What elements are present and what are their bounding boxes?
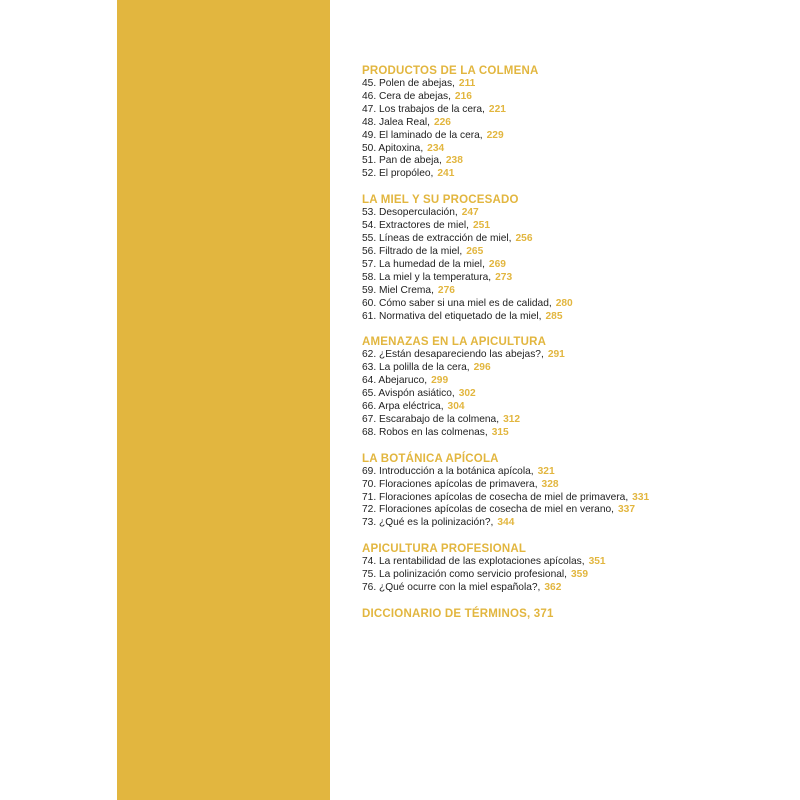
entry-label: 46. Cera de abejas, [362, 90, 451, 102]
toc-entry [362, 246, 682, 259]
entry-page-number: 315 [491, 426, 509, 438]
toc-entry [362, 466, 682, 479]
section-title: LA MIEL Y SU PROCESADO [362, 194, 519, 207]
entry-page-number: 304 [447, 401, 465, 413]
dictionary-page-number: 371 [533, 608, 554, 620]
toc-entry [362, 168, 682, 181]
entry-label: 67. Escarabajo de la colmena, [362, 413, 500, 425]
dictionary-heading [362, 607, 682, 621]
entry-label: 68. Robos en las colmenas, [362, 426, 488, 438]
toc-entry [362, 556, 682, 569]
entry-page-number: 321 [537, 465, 555, 477]
toc-entry [362, 155, 682, 168]
entry-label: 72. Floraciones apícolas de cosecha de miel en verano, [362, 504, 615, 516]
toc-entry [362, 504, 682, 517]
toc-entry [362, 517, 682, 530]
entry-page-number: 229 [486, 129, 504, 141]
entry-page-number: 285 [545, 310, 563, 322]
toc-entry [362, 479, 682, 492]
entry-label: 65. Avispón asiático, [362, 388, 455, 400]
toc-entry [362, 582, 682, 595]
gold-side-band [117, 0, 330, 800]
entry-page-number: 241 [437, 168, 455, 180]
entry-page-number: 299 [431, 375, 449, 387]
entry-label: 71. Floraciones apícolas de cosecha de miel de primavera, [362, 491, 629, 503]
entry-page-number: 256 [515, 233, 533, 245]
table-of-contents [362, 64, 682, 621]
toc-entry [362, 104, 682, 117]
entry-page-number: 280 [555, 297, 573, 309]
entry-label: 56. Filtrado de la miel, [362, 245, 463, 257]
toc-entry [362, 272, 682, 285]
toc-entry [362, 143, 682, 156]
entry-page-number: 351 [588, 556, 606, 568]
toc-entry [362, 401, 682, 414]
entry-label: 45. Polen de abejas, [362, 78, 455, 89]
toc-entry [362, 569, 682, 582]
entry-label: 66. Arpa eléctrica, [362, 401, 444, 413]
toc-entry [362, 78, 682, 91]
entry-label: 64. Abejaruco, [362, 375, 428, 387]
entry-page-number: 226 [433, 116, 451, 128]
entry-label: 70. Floraciones apícolas de primavera, [362, 478, 538, 490]
entry-page-number: 337 [618, 504, 636, 516]
entry-page-number: 211 [458, 78, 476, 89]
entry-label: 73. ¿Qué es la polinización?, [362, 517, 494, 529]
section-title: LA BOTÁNICA APÍCOLA [362, 452, 499, 465]
entry-label: 75. La polinización como servicio profesional, [362, 569, 567, 581]
toc-entry [362, 285, 682, 298]
entry-page-number: 291 [547, 349, 565, 361]
toc-entry [362, 259, 682, 272]
entry-page-number: 269 [488, 258, 506, 270]
entry-label: 76. ¿Qué ocurre con la miel española?, [362, 582, 541, 594]
entry-page-number: 251 [473, 220, 491, 232]
entry-label: 52. El propóleo, [362, 168, 434, 180]
entry-label: 69. Introducción a la botánica apícola, [362, 465, 534, 477]
entry-page-number: 328 [541, 478, 559, 490]
entry-page-number: 362 [544, 582, 562, 594]
entry-page-number: 276 [437, 284, 455, 296]
entry-label: 49. El laminado de la cera, [362, 129, 483, 141]
toc-section [362, 193, 682, 323]
entry-label: 63. La polilla de la cera, [362, 362, 470, 374]
entry-page-number: 265 [466, 245, 484, 257]
entry-page-number: 359 [571, 569, 588, 581]
toc-entry [362, 220, 682, 233]
entry-page-number: 238 [445, 155, 463, 167]
entry-page-number: 216 [454, 90, 472, 102]
toc-entry [362, 117, 682, 130]
toc-entry [362, 91, 682, 104]
entry-label: 48. Jalea Real, [362, 116, 430, 128]
entry-page-number: 331 [632, 491, 650, 503]
entry-page-number: 234 [427, 142, 445, 154]
section-title: APICULTURA PROFESIONAL [362, 543, 527, 556]
toc-section [362, 452, 682, 531]
toc-entry [362, 427, 682, 440]
dictionary-title: DICCIONARIO DE TÉRMINOS, [362, 608, 531, 620]
entry-label: 61. Normativa del etiquetado de la miel, [362, 310, 542, 322]
toc-section [362, 335, 682, 439]
toc-entry [362, 349, 682, 362]
entry-page-number: 221 [488, 103, 506, 115]
entry-label: 51. Pan de abeja, [362, 155, 442, 167]
toc-entry [362, 311, 682, 324]
entry-label: 54. Extractores de miel, [362, 220, 470, 232]
entry-page-number: 296 [473, 362, 491, 374]
entry-label: 47. Los trabajos de la cera, [362, 103, 485, 115]
entry-page-number: 273 [495, 271, 513, 283]
toc-entry [362, 233, 682, 246]
toc-section [362, 64, 682, 181]
toc-entry [362, 298, 682, 311]
entry-label: 57. La humedad de la miel, [362, 258, 485, 270]
toc-entry [362, 130, 682, 143]
toc-entry [362, 362, 682, 375]
entry-label: 50. Apitoxina, [362, 142, 424, 154]
entry-page-number: 312 [503, 413, 521, 425]
entry-label: 55. Líneas de extracción de miel, [362, 233, 512, 245]
toc-entry [362, 375, 682, 388]
entry-label: 58. La miel y la temperatura, [362, 271, 492, 283]
entry-label: 74. La rentabilidad de las explotaciones apícolas, [362, 556, 585, 568]
section-title: AMENAZAS EN LA APICULTURA [362, 336, 547, 349]
entry-label: 59. Miel Crema, [362, 284, 434, 296]
entry-page-number: 344 [497, 517, 515, 529]
toc-entry [362, 492, 682, 505]
entry-label: 62. ¿Están desapareciendo las abejas?, [362, 349, 544, 361]
entry-label: 60. Cómo saber si una miel es de calidad, [362, 297, 552, 309]
toc-entry [362, 207, 682, 220]
section-title: PRODUCTOS DE LA COLMENA [362, 65, 539, 77]
entry-page-number: 247 [461, 207, 479, 219]
toc-section [362, 542, 682, 595]
entry-label: 53. Desoperculación, [362, 207, 458, 219]
toc-entry [362, 388, 682, 401]
entry-page-number: 302 [458, 388, 476, 400]
toc-entry [362, 414, 682, 427]
